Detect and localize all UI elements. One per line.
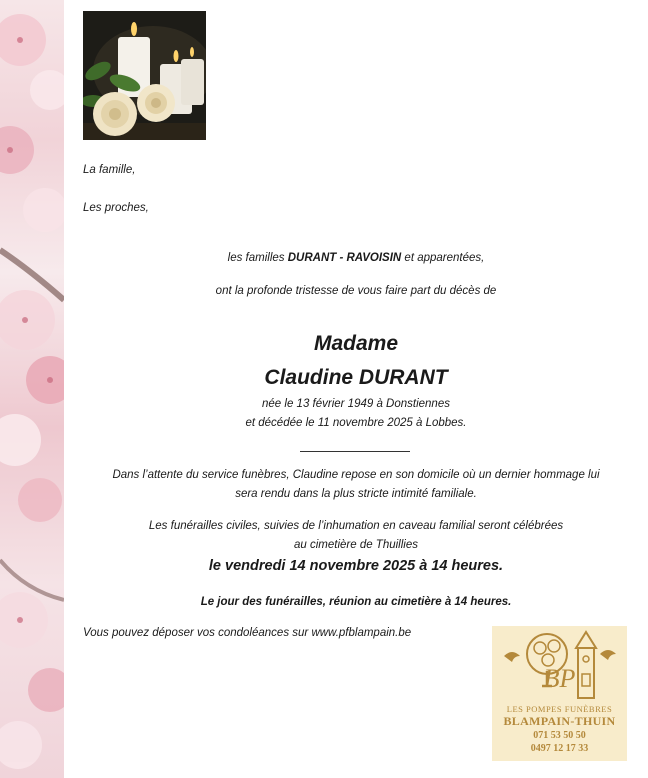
funeral-date: le vendredi 14 novembre 2025 à 14 heures. — [208, 558, 504, 574]
deceased-title: Madame — [313, 332, 399, 355]
candles-roses-photo — [83, 11, 206, 140]
logo-line-1: LES POMPES FUNÈBRES — [506, 704, 613, 714]
funeral-line-2: au cimetière de Thuillies — [293, 539, 418, 551]
funeral-line-1: Les funérailles civiles, suivies de l’inhumation en caveau familial seront célébrées — [148, 520, 564, 532]
rest-line-1: Dans l’attente du service funèbres, Claudine repose en son domicile où un dernier hommage lui — [112, 469, 600, 481]
logo-line-2: BLAMPAIN-THUIN — [503, 714, 616, 728]
families-line — [64, 252, 648, 264]
rest-line-2: sera rendu dans la plus stricte intimité familiale. — [235, 488, 477, 500]
divider — [300, 451, 410, 452]
announcement-line: ont la profonde tristesse de vous faire part du décès de — [215, 285, 497, 297]
birth-line: née le 13 février 1949 à Donstiennes — [262, 398, 450, 410]
funeral-home-logo — [492, 626, 627, 761]
logo-monogram: BP — [543, 664, 576, 693]
family-line: La famille, — [83, 164, 136, 176]
logo-phone-1: 071 53 50 50 — [533, 730, 586, 741]
cherry-blossom-border — [0, 0, 64, 778]
families-names: DURANT - RAVOISIN — [287, 252, 402, 264]
death-line: et décédée le 11 novembre 2025 à Lobbes. — [245, 417, 467, 429]
condolences-line: Vous pouvez déposer vos condoléances sur www.pfblampain.be — [83, 627, 412, 639]
deceased-name: Claudine DURANT — [264, 366, 448, 389]
families-suffix: et apparentées, — [401, 252, 485, 264]
families-prefix: les familles — [227, 252, 288, 264]
meeting-line: Le jour des funérailles, réunion au cimetière à 14 heures. — [200, 596, 512, 608]
logo-phone-2: 0497 12 17 33 — [530, 743, 589, 754]
relatives-line: Les proches, — [83, 202, 149, 214]
